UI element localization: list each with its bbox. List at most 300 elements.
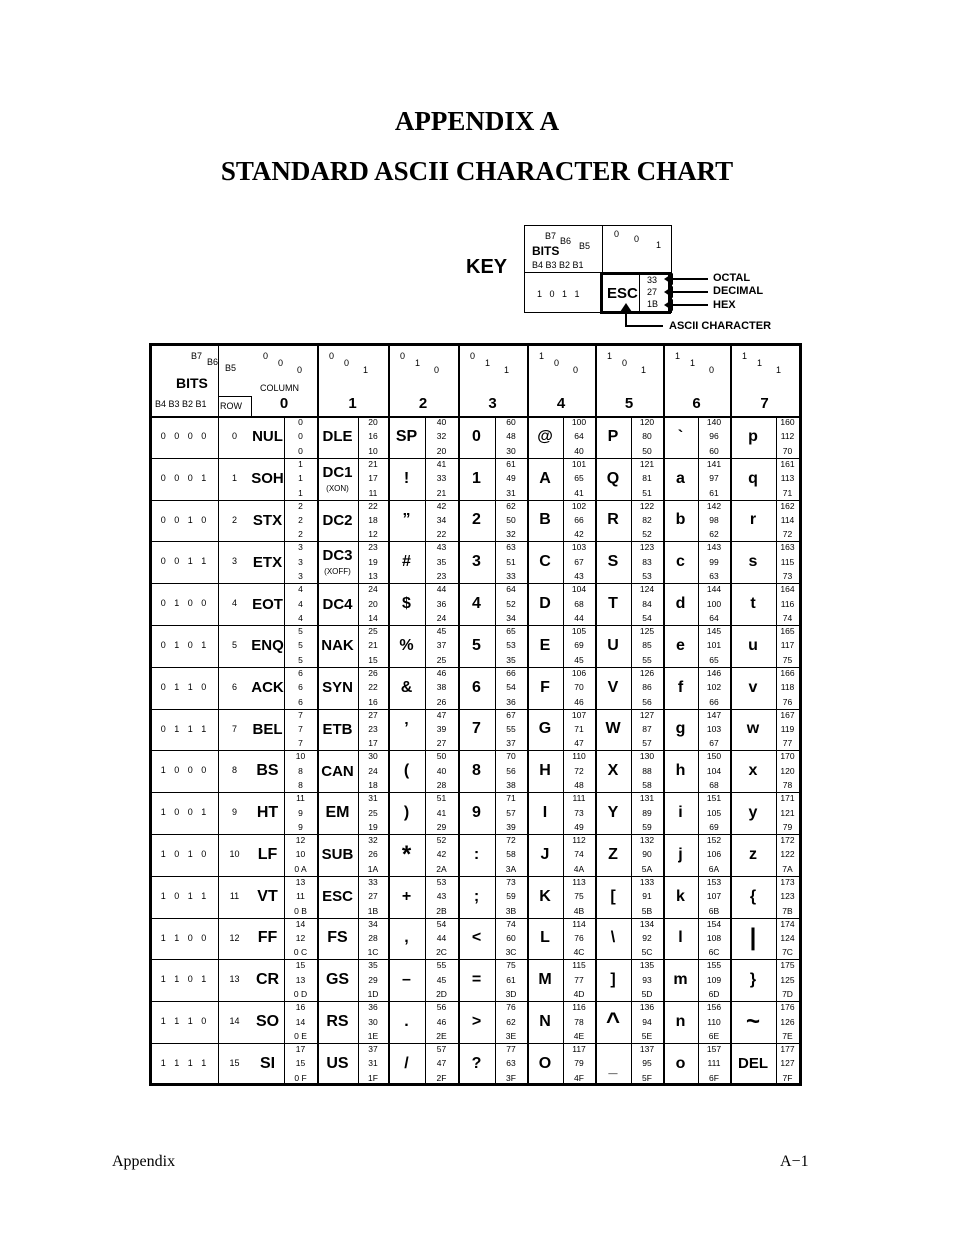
column-bit: 1: [504, 365, 510, 375]
ascii-cell: [595, 834, 663, 876]
octal-code: 66: [506, 667, 516, 678]
decimal-code: 95: [642, 1058, 652, 1069]
hex-code: 2C: [436, 947, 447, 958]
ascii-cell: [527, 709, 595, 751]
decimal-code: 6: [298, 682, 303, 693]
octal-code: 176: [780, 1002, 795, 1013]
ascii-char: CR: [255, 971, 280, 989]
ascii-char: P: [607, 427, 619, 445]
octal-code: 4: [298, 584, 303, 595]
octal-code: 110: [572, 751, 586, 762]
ascii-cell: [251, 834, 317, 876]
decimal-code: 88: [642, 765, 652, 776]
decimal-code: 8: [298, 765, 303, 776]
ascii-char: g: [675, 720, 686, 738]
ascii-char: *: [401, 840, 412, 868]
octal-code: 51: [436, 793, 447, 804]
octal-code: 125: [639, 626, 655, 636]
hdr-b6: B6: [207, 357, 219, 367]
octal-code: 14: [295, 918, 306, 929]
ascii-cell: [663, 500, 730, 542]
decimal-code: 28: [368, 932, 378, 943]
hex-code: 6F: [709, 1072, 719, 1083]
decimal-code: 11: [296, 891, 305, 902]
hex-code: 30: [506, 445, 516, 456]
decimal-code: 92: [642, 932, 652, 943]
hex-code: 3E: [505, 1030, 517, 1041]
hex-code: 7B: [782, 905, 793, 916]
hex-code: 6: [298, 696, 303, 707]
hex-code: 4C: [573, 947, 585, 958]
hdr-b5: B5: [225, 363, 237, 373]
ascii-cell: [251, 1043, 317, 1085]
hex-code: 38: [506, 780, 516, 791]
ascii-char: US: [326, 1054, 349, 1072]
hex-code: 17: [368, 738, 378, 749]
ascii-cell: [388, 458, 458, 500]
octal-code: 116: [572, 1002, 586, 1013]
hex-code: 23: [436, 571, 447, 582]
ascii-cell: [595, 667, 663, 709]
row-bits: 1 1 0 1: [160, 974, 210, 985]
ascii-char: –: [402, 971, 411, 989]
octal-code: 11: [296, 793, 305, 804]
char-pointer-line-h: [625, 325, 663, 327]
hex-code: 25: [436, 654, 447, 665]
ascii-cell: [595, 1001, 663, 1043]
ascii-cell: [317, 918, 388, 960]
row-number: 15: [229, 1058, 240, 1068]
column-header-6: [663, 346, 730, 416]
key-b7: B7: [545, 231, 557, 241]
hex-code: 55: [642, 654, 652, 665]
ascii-char: $: [402, 595, 411, 613]
hex-code: 1E: [367, 1030, 379, 1041]
hex-code: 59: [642, 821, 652, 832]
ascii-cell: [251, 416, 317, 458]
row-number: 6: [231, 681, 237, 692]
column-bit: 1: [415, 358, 421, 368]
octal-code: 23: [368, 542, 378, 553]
column-bit: 0: [709, 365, 715, 375]
row-number: 4: [231, 598, 237, 609]
hex-code: 2F: [436, 1072, 447, 1083]
decimal-code: 100: [706, 598, 722, 609]
ascii-char: ~: [745, 1008, 760, 1036]
hex-code: 39: [506, 821, 516, 832]
ascii-cell: [251, 583, 317, 625]
ascii-char: j: [678, 845, 683, 863]
octal-code: 47: [436, 709, 447, 720]
ascii-cell: [317, 750, 388, 792]
octal-code: 126: [639, 667, 655, 678]
octal-code: 10: [295, 751, 306, 762]
octal-code: 0: [298, 417, 303, 427]
ascii-cell: [251, 541, 317, 583]
hdr-row: ROW: [220, 401, 242, 411]
decimal-code: 62: [506, 1016, 516, 1027]
ascii-cell: [388, 1043, 458, 1085]
hex-code: 67: [709, 738, 719, 749]
octal-code: 140: [706, 417, 722, 427]
ascii-cell: [663, 709, 730, 751]
ascii-char: 8: [472, 762, 481, 780]
ascii-cell: [663, 959, 730, 1001]
column-header-7: [730, 346, 799, 416]
ascii-cell: [388, 834, 458, 876]
ascii-char: 6: [472, 678, 481, 696]
octal-code: 142: [706, 500, 722, 511]
hex-code: 0 F: [294, 1072, 307, 1083]
octal-code: 1: [298, 458, 303, 469]
octal-code: 152: [706, 835, 722, 845]
row-bits: 1 0 0 1: [160, 807, 210, 818]
decimal-code: 36: [436, 598, 447, 609]
ascii-cell: [317, 959, 388, 1001]
octal-code: 131: [639, 793, 655, 804]
decimal-code: 105: [706, 807, 722, 818]
decimal-code: 108: [706, 932, 722, 943]
hex-code: 7D: [782, 989, 793, 1000]
octal-code: 161: [780, 458, 795, 469]
ascii-char: l: [678, 929, 683, 947]
column-bit: 0: [278, 358, 284, 368]
hex-code: 10: [368, 445, 378, 456]
row-bits: 1 1 1 0: [160, 1016, 210, 1027]
ascii-char: @: [537, 427, 553, 445]
hex-code: 3A: [505, 863, 517, 874]
decimal-code: 99: [709, 556, 719, 567]
ascii-cell: [527, 500, 595, 542]
ascii-char: SUB: [321, 846, 354, 864]
hex-code: 7C: [782, 947, 793, 958]
hex-code: 66: [709, 696, 719, 707]
decimal-code: 35: [436, 556, 447, 567]
key-b6: B6: [560, 236, 572, 246]
column-bit: 1: [776, 365, 782, 375]
column-number: 0: [279, 395, 289, 412]
decimal-code: 86: [642, 682, 652, 693]
octal-code: 6: [298, 667, 303, 678]
octal-code: 42: [436, 500, 447, 511]
key-octal: 33: [647, 275, 658, 285]
ascii-cell: [317, 709, 388, 751]
octal-code: 72: [506, 835, 516, 845]
column-bit: 1: [539, 351, 545, 361]
row-bits: 0 0 0 0: [160, 431, 210, 441]
hex-code: 54: [642, 612, 652, 623]
octal-code: 172: [780, 835, 795, 845]
decimal-code: 26: [368, 849, 378, 860]
decimal-code: 72: [574, 765, 584, 776]
ascii-char: CAN: [321, 762, 354, 780]
ascii-char: n: [675, 1013, 686, 1031]
octal-code: 130: [639, 751, 655, 762]
key-hex: 1B: [647, 299, 659, 309]
ascii-cell: [458, 1043, 527, 1085]
ascii-cell: [595, 750, 663, 792]
decimal-code: 58: [506, 849, 516, 860]
column-number: 1: [348, 395, 357, 412]
ascii-char: <: [471, 929, 482, 947]
hex-code: 50: [642, 445, 652, 456]
hex-code: 4B: [573, 905, 585, 916]
octal-code: 2: [298, 500, 303, 511]
ascii-char: 4: [472, 595, 481, 613]
ascii-char: 3: [472, 553, 481, 571]
hex-code: 19: [368, 821, 378, 832]
octal-code: 122: [639, 500, 655, 511]
column-number: 4: [556, 395, 566, 412]
hex-code: 2D: [436, 989, 447, 1000]
ascii-char: /: [404, 1054, 409, 1072]
row-bits: 1 0 1 1: [160, 890, 210, 901]
decimal-code: 90: [642, 849, 652, 860]
hdr-b4b1: B4 B3 B2 B1: [155, 399, 207, 409]
hex-code: 0 A: [294, 863, 307, 874]
decimal-code: 53: [506, 640, 516, 651]
ascii-cell: [527, 792, 595, 834]
octal-code: 64: [506, 584, 516, 595]
column-number: 7: [760, 395, 769, 412]
decimal-code: 24: [368, 765, 378, 776]
row-number: 10: [229, 849, 240, 859]
key-char: ESC: [607, 285, 638, 302]
ascii-char: (: [403, 762, 410, 780]
column-header-0: [251, 346, 317, 416]
octal-code: 46: [436, 667, 447, 678]
octal-code: 61: [506, 458, 516, 469]
row-number: 9: [231, 807, 237, 818]
decimal-code: 27: [368, 891, 378, 902]
octal-code: 111: [572, 793, 586, 804]
hex-code: 12: [368, 529, 378, 540]
column-bit: 0: [329, 351, 335, 361]
hex-code: 34: [506, 612, 516, 623]
octal-code: 123: [639, 542, 655, 553]
octal-code: 137: [639, 1044, 655, 1054]
key-decimal: 27: [647, 287, 658, 297]
ascii-cell: [527, 918, 595, 960]
decimal-code: 118: [780, 682, 795, 693]
hex-code: 24: [436, 612, 447, 623]
octal-code: 170: [780, 751, 795, 762]
ascii-char: EOT: [252, 595, 283, 613]
decimal-code: 2: [298, 514, 303, 525]
decimal-code: 18: [368, 514, 378, 525]
hex-code: 1C: [367, 947, 379, 958]
hex-code: 45: [574, 654, 584, 665]
octal-code: 26: [368, 667, 378, 678]
ascii-char: FF: [257, 929, 278, 947]
ascii-char: NAK: [321, 637, 354, 655]
column-bit: 1: [485, 358, 491, 368]
row-bits: 0 1 1 1: [160, 723, 210, 734]
hex-code: 52: [642, 529, 652, 540]
hex-code: 56: [642, 696, 652, 707]
ascii-char: ENQ: [251, 637, 284, 655]
row-bits: 0 0 0 1: [160, 472, 210, 483]
octal-code: 35: [368, 960, 378, 971]
octal-code: 20: [368, 417, 378, 427]
hex-code: 3B: [505, 905, 517, 916]
ascii-cell: [663, 876, 730, 918]
hex-code: 6C: [708, 947, 720, 958]
ascii-cell: [730, 1001, 799, 1043]
ascii-cell: [527, 1001, 595, 1043]
ascii-char: o: [675, 1054, 686, 1072]
decimal-code: 47: [436, 1058, 447, 1069]
ascii-cell: [388, 541, 458, 583]
row-number: 14: [229, 1016, 240, 1027]
hex-code: 70: [782, 445, 793, 456]
ascii-char: SYN: [322, 679, 353, 697]
octal-code: 53: [436, 876, 447, 887]
up-arrow-icon: [620, 303, 632, 312]
ascii-cell: [595, 583, 663, 625]
ascii-char: DC1: [322, 463, 353, 481]
ascii-cell: [663, 667, 730, 709]
decimal-code: 68: [574, 598, 584, 609]
octal-code: 133: [639, 876, 655, 887]
page-title: APPENDIX A: [394, 106, 560, 136]
decimal-code: 54: [506, 682, 516, 693]
octal-code: 55: [436, 960, 447, 971]
row-bits: 1 0 0 0: [160, 765, 210, 776]
ascii-cell: [595, 709, 663, 751]
decimal-code: 33: [436, 473, 447, 484]
hex-code: 5A: [641, 863, 653, 874]
ascii-cell: [317, 1001, 388, 1043]
ascii-char: 9: [472, 804, 481, 822]
decimal-code: 60: [506, 932, 516, 943]
key-row-value: 1 0 1 1: [537, 289, 580, 299]
ascii-char: i: [678, 804, 683, 822]
decimal-code: 42: [436, 849, 447, 860]
decimal-code: 17: [368, 473, 378, 484]
decimal-code: 52: [506, 598, 516, 609]
octal-code: 136: [639, 1002, 655, 1013]
octal-code: 31: [368, 793, 378, 804]
octal-code: 7: [298, 709, 303, 720]
decimal-code: 78: [574, 1016, 584, 1027]
octal-code: 151: [706, 793, 722, 804]
ascii-cell: [388, 959, 458, 1001]
column-bit: 1: [607, 351, 613, 361]
octal-code: 124: [639, 584, 655, 595]
column-bit: 0: [573, 365, 579, 375]
hex-code: 5F: [642, 1072, 652, 1083]
octal-code: 50: [436, 751, 447, 762]
decimal-arrow-icon: [672, 291, 708, 293]
decimal-code: 15: [295, 1058, 306, 1069]
ascii-cell: [595, 416, 663, 458]
hex-code: 3D: [505, 989, 517, 1000]
hex-code: 31: [506, 487, 516, 498]
octal-code: 67: [506, 709, 516, 720]
ascii-cell: [251, 709, 317, 751]
ascii-char: ’: [404, 720, 409, 738]
hex-code: 58: [642, 780, 652, 791]
decimal-code: 25: [368, 807, 378, 818]
ascii-char: DC2: [322, 511, 353, 529]
decimal-code: 119: [780, 723, 795, 734]
hex-code: 5C: [641, 947, 653, 958]
decimal-code: 39: [436, 723, 447, 734]
key-legend: [524, 225, 672, 313]
ascii-cell: [730, 750, 799, 792]
decimal-code: 22: [368, 682, 378, 693]
ascii-char: a: [676, 469, 685, 487]
ascii-cell: [388, 500, 458, 542]
ascii-cell: [730, 583, 799, 625]
decimal-code: 117: [780, 640, 795, 651]
octal-code: 16: [295, 1002, 306, 1013]
hex-code: 1B: [367, 905, 379, 916]
hex-code: 69: [709, 821, 719, 832]
decimal-code: 101: [706, 640, 722, 651]
octal-code: 105: [571, 626, 587, 636]
hex-code: 60: [709, 445, 719, 456]
octal-code: 177: [780, 1044, 795, 1054]
decimal-code: 73: [574, 807, 584, 818]
ascii-char: O: [538, 1054, 552, 1072]
key-colbit-b5: 1: [656, 240, 662, 250]
ascii-char: w: [746, 720, 760, 738]
column-number: 6: [692, 395, 701, 412]
decimal-code: 30: [368, 1016, 378, 1027]
ascii-char: SI: [259, 1054, 276, 1072]
hex-code: 76: [782, 696, 793, 707]
ascii-char: B: [539, 511, 551, 529]
ascii-cell: [527, 959, 595, 1001]
decimal-code: 103: [706, 723, 722, 734]
ascii-char: #: [402, 553, 411, 571]
ascii-cell: [730, 541, 799, 583]
octal-code: 52: [436, 835, 447, 845]
decimal-code: 43: [436, 891, 447, 902]
ascii-cell: [663, 625, 730, 667]
ascii-cell: [527, 416, 595, 458]
hex-code: 61: [709, 487, 719, 498]
octal-code: 56: [436, 1002, 447, 1013]
decimal-code: 94: [642, 1016, 652, 1027]
octal-code: 150: [706, 751, 722, 762]
ascii-char: b: [675, 511, 686, 529]
ascii-char: C: [539, 553, 551, 571]
hex-code: 33: [506, 571, 516, 582]
octal-code: 30: [368, 751, 378, 762]
hex-code: 8: [298, 780, 303, 791]
octal-code: 154: [706, 918, 722, 929]
ascii-char: SOH: [251, 470, 284, 488]
octal-code: 104: [571, 584, 587, 595]
hex-code: 41: [574, 487, 584, 498]
octal-code: 106: [571, 667, 587, 678]
hex-arrow-icon: [672, 304, 708, 306]
ascii-table: [149, 343, 802, 1086]
octal-code: 77: [506, 1044, 516, 1054]
column-bit: 0: [470, 351, 476, 361]
ascii-char: BEL: [252, 720, 283, 738]
octal-code: 63: [506, 542, 516, 553]
ascii-cell: [730, 918, 799, 960]
ascii-char: ETX: [252, 553, 283, 571]
octal-code: 157: [706, 1044, 722, 1054]
decimal-code: 107: [706, 891, 722, 902]
decimal-code: 7: [298, 723, 303, 734]
ascii-char: FS: [327, 929, 348, 947]
